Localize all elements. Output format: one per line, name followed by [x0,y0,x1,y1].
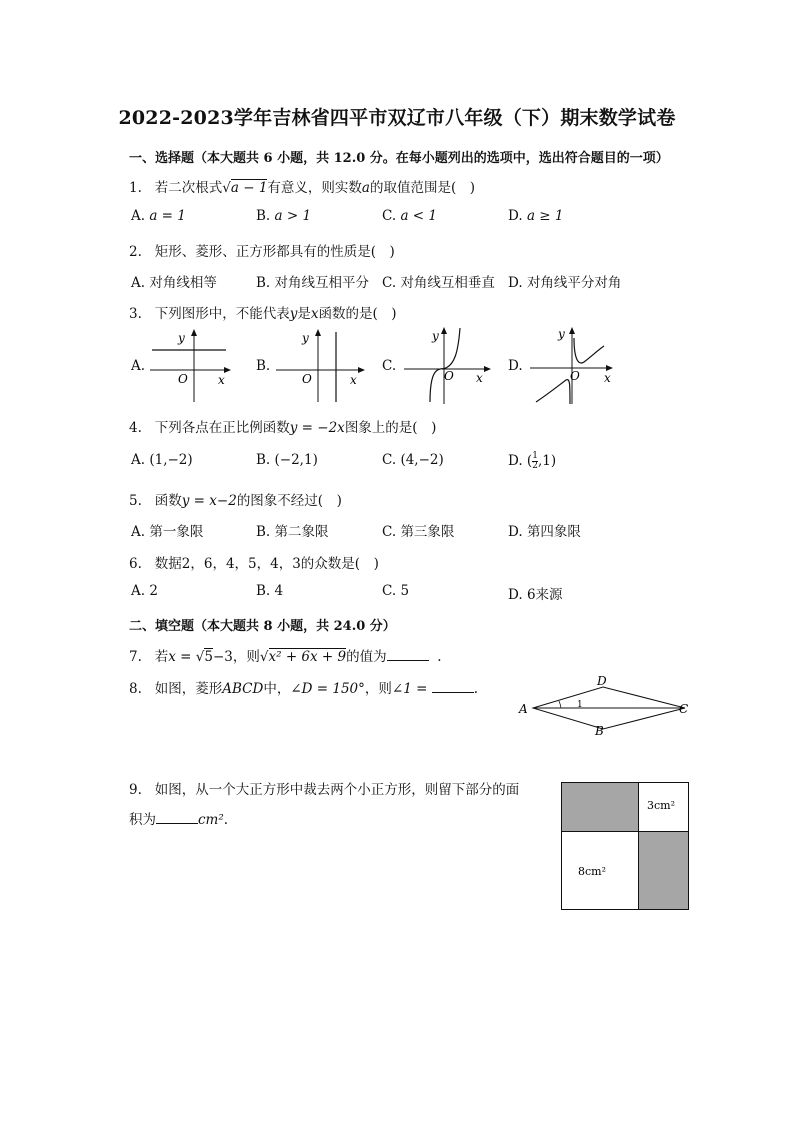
question-text: 若 [154,649,169,665]
q3-graph-a [148,328,232,404]
question-text: 下列各点在正比例函数 [154,420,290,436]
answer-blank[interactable] [387,660,429,661]
question-text-end: 函数的是( ) [318,306,397,322]
question-text-end: 的取值范围是( ) [369,180,476,196]
q2-option-a[interactable]: A. 对角线相等 [131,275,217,291]
q5-option-c[interactable]: C. 第三象限 [382,524,455,540]
axis-x-label: x [350,373,357,387]
big-square-label: 8cm² [578,865,606,878]
question-number: 7. [129,649,142,665]
radicand-1: 5 [204,649,213,665]
question-9 [129,778,519,798]
angle-1-label: 1 [577,700,583,710]
vertex-b-label: B [595,724,604,738]
q5-option-a[interactable]: A. 第一象限 [131,524,204,540]
question-3 [129,302,397,322]
q6-option-c[interactable]: C. 5 [382,583,410,599]
shape-name: ABCD [222,681,264,697]
question-text-cont: 有意义，则实数 [267,180,362,196]
axis-y-label: y [178,331,185,345]
section-heading-fill: 二、填空题（本大题共 8 小题，共 24.0 分） [129,619,396,634]
question-number: 3. [129,306,142,322]
rhombus-figure [515,673,695,739]
q2-option-d[interactable]: D. 对角线平分对角 [508,275,622,291]
q2-option-b[interactable]: B. 对角线互相平分 [256,275,370,291]
origin-label: O [570,369,580,383]
q4-option-d[interactable]: D. ( $\frac{1}{2}$ ,1) [508,451,557,471]
question-text: 函数 [154,493,182,509]
question-2 [129,240,395,260]
q1-option-a[interactable]: A. a = 1 [131,208,186,224]
question-number: 2. [129,244,142,260]
q4-option-a[interactable]: A. (1,−2) [131,452,193,468]
q4-option-c[interactable]: C. (4,−2) [382,452,444,468]
question-text: 若二次根式 [154,180,223,196]
axis-x-label: x [476,371,483,385]
question-6 [129,552,379,572]
question-text-cont: 积为 [129,812,156,828]
question-text-end: 的值为 [346,649,387,665]
sqrt-sign: √ [222,180,231,196]
question-text: 矩形、菱形、正方形都具有的性质是( ) [154,244,395,260]
variable: a [361,180,370,196]
variable-x: x [310,306,319,322]
section-heading-choice: 一、选择题（本大题共 6 小题，共 12.0 分。在每小题列出的选项中，选出符合题目的一项） [129,151,669,166]
q3-graph-c [400,324,496,406]
question-number: 8. [129,681,142,697]
origin-label: O [444,369,454,383]
angle-given: ∠D = 150° [290,681,365,697]
question-text-mid: 中， [263,681,291,697]
q1-option-b[interactable]: B. a > 1 [256,208,312,224]
question-text-mid: −3，则 [212,649,260,665]
formula: y = −2x [289,420,345,436]
q5-option-b[interactable]: B. 第二象限 [256,524,329,540]
radicand: a − 1 [230,180,268,196]
question-text-end: 的图象不经过( ) [236,493,342,509]
question-number: 9. [129,782,142,798]
question-text: 下列图形中，不能代表 [154,306,290,322]
q6-option-b[interactable]: B. 4 [256,583,284,599]
question-number: 1. [129,180,142,196]
angle-asked: ∠1 = [391,681,432,697]
shaded-region-right [639,832,689,910]
axis-y-label: y [432,329,439,343]
question-number: 6. [129,556,142,572]
q3-option-a-label[interactable]: A. [131,358,146,374]
question-1 [129,176,475,196]
question-5 [129,489,342,509]
question-text-mid2: ，则 [364,681,392,697]
answer-blank[interactable] [156,823,198,824]
variable-y: y [289,306,298,322]
question-number: 5. [129,493,142,509]
question-9-line2: 积为 cm². [129,812,229,828]
sqrt-sign: √ [259,649,269,665]
q4-option-b[interactable]: B. (−2,1) [256,452,318,468]
shaded-region-top [562,783,639,832]
question-text: 如图，菱形 [154,681,223,697]
vertex-a-label: A [519,702,528,716]
question-7: 7. 若x = √5−3，则√x² + 6x + 9的值为 . [129,649,442,665]
q1-option-c[interactable]: C. a < 1 [382,208,437,224]
q3-option-b-label[interactable]: B. [256,358,271,374]
fraction: $\frac{1}{2}$ [532,451,538,471]
formula-x: x = [168,649,196,665]
squares-figure [560,781,692,913]
axis-y-label: y [558,327,565,341]
q3-option-d-label[interactable]: D. [508,358,523,374]
q1-option-d[interactable]: D. a ≥ 1 [508,208,564,224]
page-title: 2022-2023学年吉林省四平市双辽市八年级（下）期末数学试卷 [118,107,676,129]
question-text: 如图，从一个大正方形中裁去两个小正方形，则留下部分的面 [154,782,520,798]
axis-x-label: x [218,373,225,387]
question-4 [129,416,436,436]
question-text-end: 图象上的是( ) [344,420,437,436]
answer-blank[interactable] [432,692,474,693]
vertex-d-label: D [597,674,607,688]
question-number: 4. [129,420,142,436]
unit: cm² [198,812,224,828]
small-square-label: 3cm² [647,799,675,812]
axis-x-label: x [604,371,611,385]
question-8: 8. 如图，菱形ABCD中，∠D = 150°，则∠1 = . [129,681,478,697]
axis-y-label: y [302,331,309,345]
q3-graph-b [274,328,368,404]
q5-option-d[interactable]: D. 第四象限 [508,524,581,540]
question-text: 数据2，6，4，5，4，3的众数是( ) [154,556,379,572]
sqrt-sign: √ [195,649,205,665]
q6-option-a[interactable]: A. 2 [131,583,158,599]
formula: y = x−2 [181,493,237,509]
vertex-c-label: C [679,702,689,716]
q3-option-c-label[interactable]: C. [382,358,397,374]
radicand-2: x² + 6x + 9 [268,649,347,665]
q6-option-d[interactable]: D. 6来源 [508,587,563,603]
origin-label: O [178,372,188,386]
question-text-mid: 是 [297,306,311,322]
q3-graph-d [528,324,618,406]
q2-option-c[interactable]: C. 对角线互相垂直 [382,275,495,291]
origin-label: O [302,372,312,386]
